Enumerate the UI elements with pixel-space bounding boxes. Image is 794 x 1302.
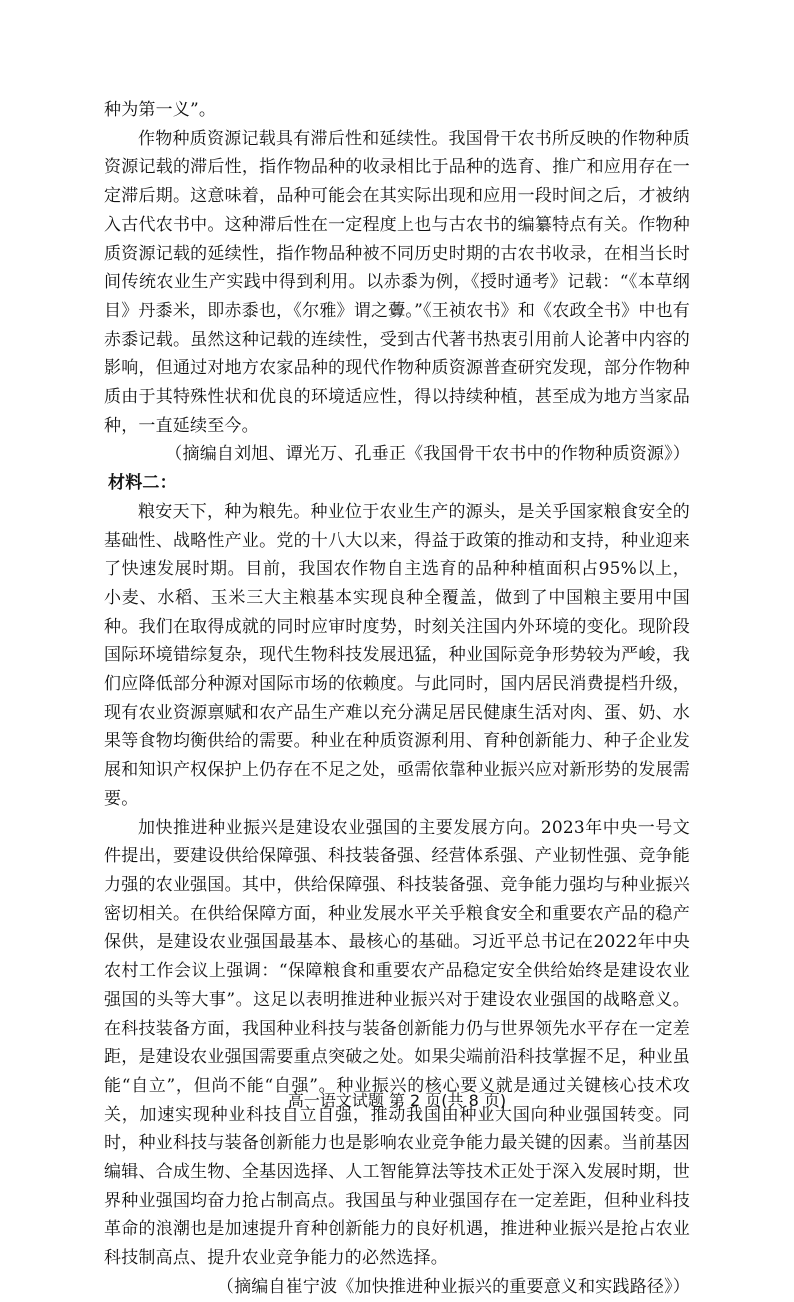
material1-source: （摘编自刘旭、谭光万、孔垂正《我国骨干农书中的作物种质资源》） [165, 444, 690, 465]
material2-heading: 材料二： [108, 473, 177, 494]
material1-continuation: 种为第一义”。 [104, 100, 217, 120]
material1-paragraph-1: 作物种质资源记载具有滞后性和延续性。我国骨干农书所反映的作物种质资源记载的滞后性，指作物品种的收录相比于品种的选育、推广和应用存在一定滞后期。这意味着，品种可能会在其实际出现和应用一段时间之后，才被纳入古代农书中。这种滞后性在一定程度上也与古农书的编纂特点有关。作物种质资源记载的延续性，指作物品种被不同历史时期的古农书收录，在相当长时间传统农业生产实践中得到利用。以赤黍为例，《授时通考》记载：“《本草纲目》丹黍米，即赤黍也，《尔雅》谓之虋。”《王祯农书》和《农政全书》中也有赤黍记载。虽然这种记载的连续性，受到古代著书热衷引用前人论著中内容的影响，但通过对地方农家品种的现代作物种质资源普查研究发现，部分作物种质由于其特殊性状和优良的环境适应性，得以持续种植，甚至成为地方当家品种，一直延续至今。 [104, 128, 690, 436]
material2-source: （摘编自崔宁波《加快推进种业振兴的重要意义和实践路径》） [216, 1276, 690, 1297]
page-footer: 高一语文试题 第 2 页(共 8 页) [287, 1091, 507, 1110]
material2-paragraph-2: 加快推进种业振兴是建设农业强国的主要发展方向。2023年中央一号文件提出，要建设供给保障强、科技装备强、经营体系强、产业韧性强、竞争能力强的农业强国。其中，供给保障强、科技装备强、竞争能力强均与种业振兴密切相关。在供给保障方面，种业发展水平关乎粮食安全和重要农产品的稳产保供，是建设农业强国最基本、最核心的基础。习近平总书记在2022年中央农村工作会议上强调：“保障粮食和重要农产品稳定安全供给始终是建设农业强国的头等大事”。这足以表明推进种业振兴对于建设农业强国的战略意义。在科技装备方面，我国种业科技与装备创新能力仍与世界领先水平存在一定差距，是建设农业强国需要重点突破之处。如果尖端前沿科技掌握不足，种业虽能“自立”，但尚不能“自强”。种业振兴的核心要义就是通过关键核心技术攻关，加速实现种业科技自立自强，推动我国由种业大国向种业强国转变。同时，种业科技与装备创新能力也是影响农业竞争能力最关键的因素。当前基因编辑、合成生物、全基因选择、人工智能算法等技术正处于深入发展时期，世界种业强国均奋力抢占制高点。我国虽与种业强国存在一定差距，但种业科技革命的浪潮也是加速提升育种创新能力的良好机遇，推进种业振兴是抢占农业科技制高点、提升农业竞争能力的必然选择。 [104, 817, 690, 1269]
material2-paragraph-1: 粮安天下，种为粮先。种业位于农业生产的源头，是关乎国家粮食安全的基础性、战略性产业。党的十八大以来，得益于政策的推动和支持，种业迎来了快速发展时期。目前，我国农作物自主选育的品种种植面积占95%以上，小麦、水稻、玉米三大主粮基本实现良种全覆盖，做到了中国粮主要用中国种。我们在取得成就的同时应审时度势，时刻关注国内外环境的变化。现阶段国际环境错综复杂，现代生物科技发展迅猛，种业国际竞争形势较为严峻，我们应降低部分种源对国际市场的依赖度。与此同时，国内居民消费提档升级，现有农业资源禀赋和农产品生产难以充分满足居民健康生活对肉、蛋、奶、水果等食物均衡供给的需要。种业在种质资源利用、育种创新能力、种子企业发展和知识产权保护上仍存在不足之处，亟需依靠种业振兴应对新形势的发展需要。 [104, 501, 690, 809]
